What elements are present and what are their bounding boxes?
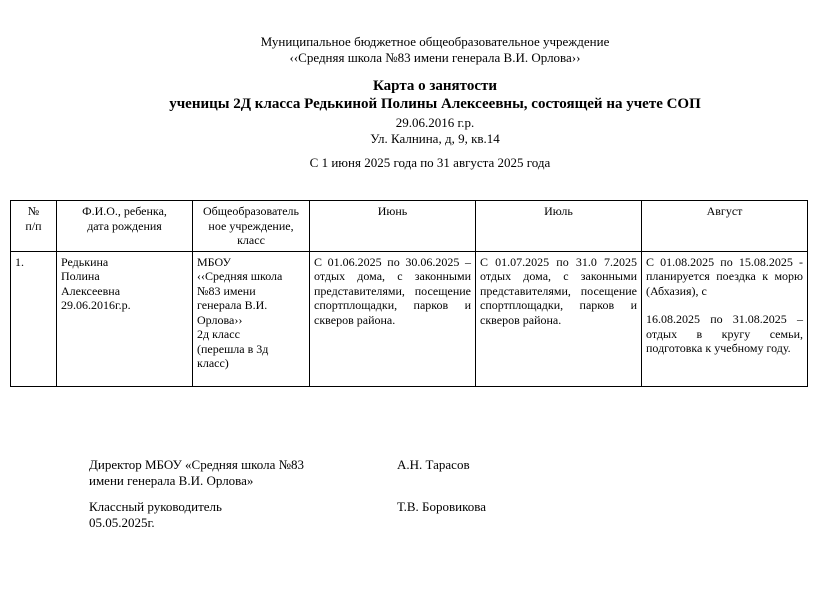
cell-june: С 01.06.2025 по 30.06.2025 – отдых дома, с законными представителями, посещение спортплощадки, парков и скверов района. [310,251,476,386]
birth-date: 29.06.2016 г.р. [395,115,475,130]
column-header-august: Август [642,201,808,252]
address: Ул. Калнина, д, 9, кв.14 [370,131,500,146]
organization-line-2: ‹‹Средняя школа №83 имени генерала В.И. Орлова›› [289,50,581,65]
cell-august [642,251,808,386]
column-header-school: Общеобразователь ное учреждение, класс [193,201,310,252]
column-header-june: Июнь [310,201,476,252]
employment-table [10,200,808,387]
director-title-continued: имени генерала В.И. Орлова» [89,473,254,488]
column-header-july: Июль [476,201,642,252]
august-paragraph-1: С 01.08.2025 по 15.08.2025 - планируется поездка к морю (Абхазия), с [646,254,803,298]
director-title: Директор МБОУ «Средняя школа №83 [89,457,305,472]
class-teacher-name: Т.В. Боровикова [397,499,487,514]
period: С 1 июня 2025 года по 31 августа 2025 года [309,155,551,170]
organization-line-1: Муниципальное бюджетное общеобразовательное учреждение [260,34,610,49]
cell-number: 1. [11,251,57,386]
document-title: Карта о занятости [373,78,497,94]
table-header-row [11,201,808,252]
cell-name: Редькина Полина Алексеевна 29.06.2016г.р. [57,251,193,386]
cell-july: С 01.07.2025 по 31.0 7.2025 отдых дома, с законными представителями, посещение спортплощадки, парков и скверов района. [476,251,642,386]
august-paragraph-2: 16.08.2025 по 31.08.2025 – отдых в кругу семьи, подготовка к учебному году. [646,312,803,355]
signature-date: 05.05.2025г. [89,515,155,530]
column-header-name: Ф.И.О., ребенка, дата рождения [57,201,193,252]
class-teacher-title: Классный руководитель [89,499,222,514]
table-row [11,251,808,386]
cell-school: МБОУ ‹‹Средняя школа №83 имени генерала В.И. Орлова›› 2д класс (перешла в 3д класс) [193,251,310,386]
director-name: А.Н. Тарасов [397,457,470,472]
document-subtitle: ученицы 2Д класса Редькиной Полины Алексеевны, состоящей на учете СОП [169,96,701,112]
column-header-number: № п/п [11,201,57,252]
